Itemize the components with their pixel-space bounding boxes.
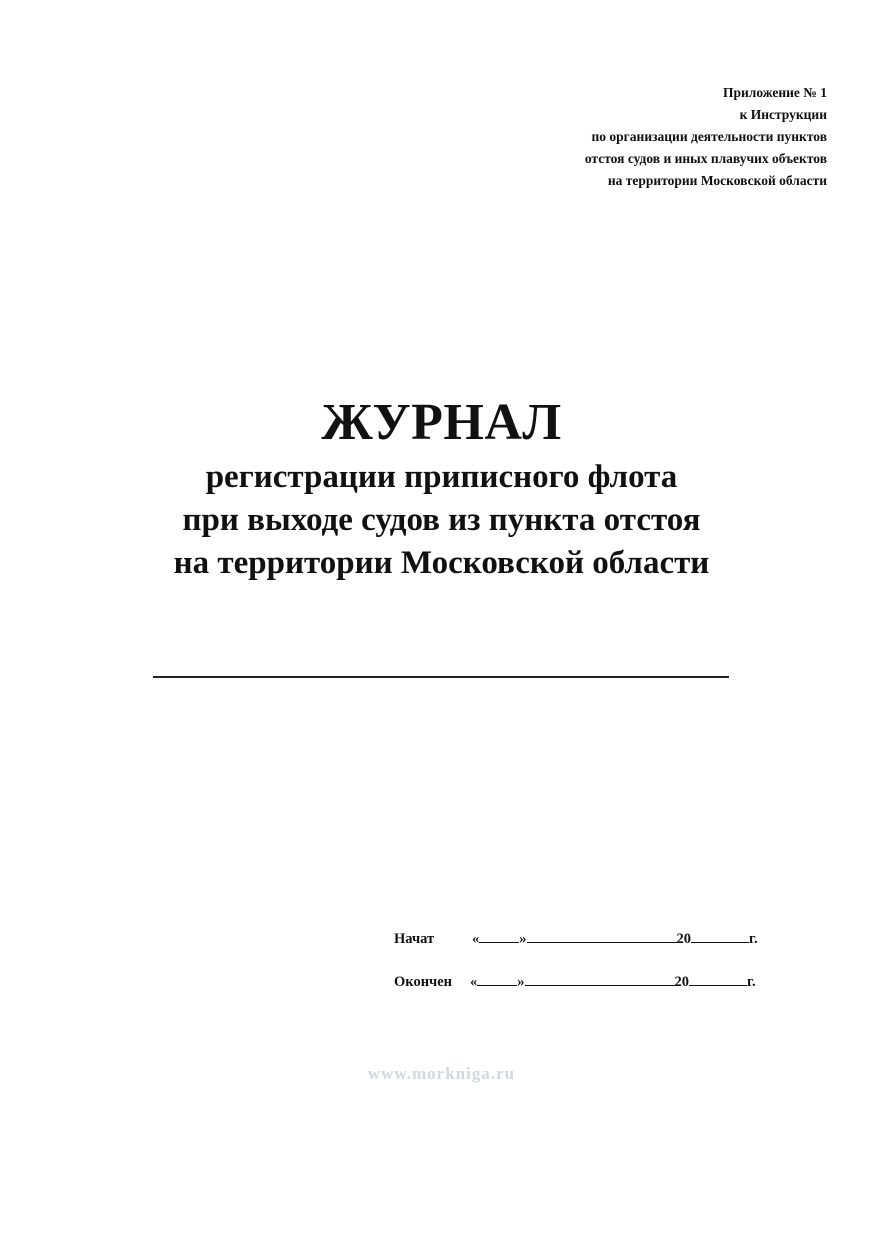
open-quote: «	[472, 931, 480, 947]
start-month-blank	[527, 927, 677, 943]
subtitle-line: при выходе судов из пункта отстоя	[182, 502, 701, 538]
end-month-blank	[525, 970, 675, 986]
organization-name-line	[153, 676, 729, 678]
appendix-line: на территории Московской области	[607, 173, 827, 188]
start-date-label: Начат	[394, 931, 435, 947]
end-day-blank	[477, 970, 517, 986]
century-text: 20	[674, 974, 689, 990]
close-quote: »	[519, 931, 527, 947]
start-year-blank	[691, 927, 749, 943]
subtitle-line: регистрации приписного флота	[205, 459, 678, 495]
year-suffix: г.	[749, 931, 758, 947]
appendix-line: к Инструкции	[739, 107, 827, 122]
open-quote: «	[470, 974, 478, 990]
appendix-line: Приложение № 1	[723, 85, 827, 100]
start-day-blank	[479, 927, 519, 943]
appendix-line: по организации деятельности пунктов	[591, 129, 827, 144]
start-date-row	[394, 927, 758, 949]
subtitle-line: на территории Московской области	[173, 545, 710, 581]
end-year-blank	[689, 970, 747, 986]
close-quote: »	[517, 974, 525, 990]
watermark: www.morkniga.ru	[367, 1064, 516, 1083]
end-date-label: Окончен	[394, 974, 453, 990]
title-block	[0, 390, 883, 585]
century-text: 20	[676, 931, 691, 947]
document-title: ЖУРНАЛ	[321, 394, 562, 451]
appendix-line: отстоя судов и иных плавучих объектов	[584, 151, 827, 166]
year-suffix: г.	[747, 974, 756, 990]
appendix-note	[585, 82, 827, 192]
end-date-row	[394, 970, 756, 992]
